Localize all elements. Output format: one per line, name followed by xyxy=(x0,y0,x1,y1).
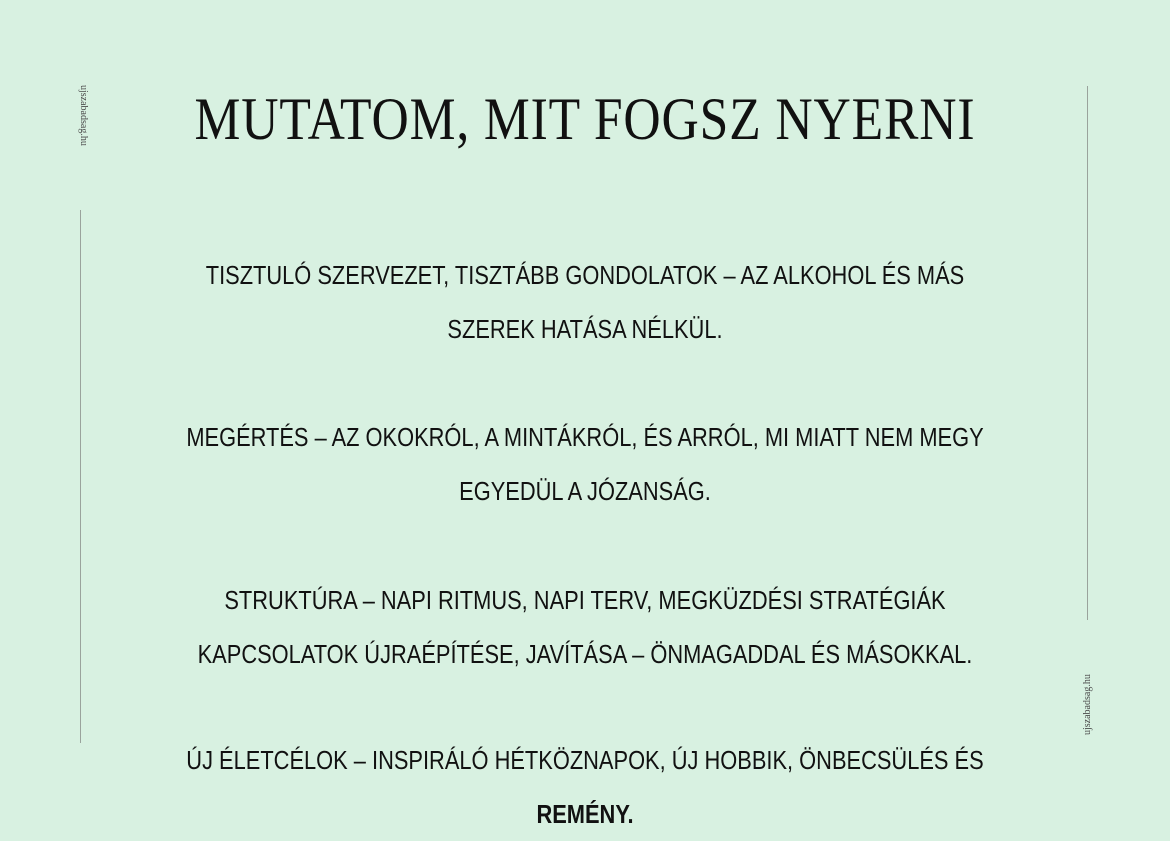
benefit-item-2 xyxy=(169,410,1001,518)
benefit-text: STRUKTÚRA – NAPI RITMUS, NAPI TERV, MEGKÜZDÉSI STRATÉGIÁK xyxy=(224,585,946,615)
benefit-text: TISZTULÓ SZERVEZET, TISZTÁBB GONDOLATOK – AZ ALKOHOL ÉS MÁS SZEREK HATÁSA NÉLKÜL. xyxy=(205,260,965,344)
right-divider-line xyxy=(1087,86,1088,620)
watermark-bottom: ujszabadsag.hu xyxy=(1082,674,1093,735)
benefit-text: ÚJ ÉLETCÉLOK – INSPIRÁLÓ HÉTKÖZNAPOK, ÚJ HOBBIK, ÖNBECSÜLÉS ÉS xyxy=(186,745,984,775)
left-divider-line xyxy=(80,210,81,743)
benefit-text: MEGÉRTÉS – AZ OKOKRÓL, A MINTÁKRÓL, ÉS ARRÓL, MI MIATT NEM MEGY EGYEDÜL A JÓZANSÁG. xyxy=(186,422,984,506)
benefit-text: KAPCSOLATOK ÚJRAÉPÍTÉSE, JAVÍTÁSA – ÖNMAGADDAL ÉS MÁSOKKAL. xyxy=(197,639,973,669)
benefit-item-1 xyxy=(169,248,1001,356)
hope-emphasis: REMÉNY. xyxy=(536,799,634,829)
benefit-item-5 xyxy=(169,733,1001,841)
page-title: MUTATOM, MIT FOGSZ NYERNI xyxy=(194,86,976,152)
benefit-item-3 xyxy=(169,573,1001,627)
watermark-top: ujszabadsag.hu xyxy=(78,85,89,146)
benefit-item-4 xyxy=(169,627,1001,681)
